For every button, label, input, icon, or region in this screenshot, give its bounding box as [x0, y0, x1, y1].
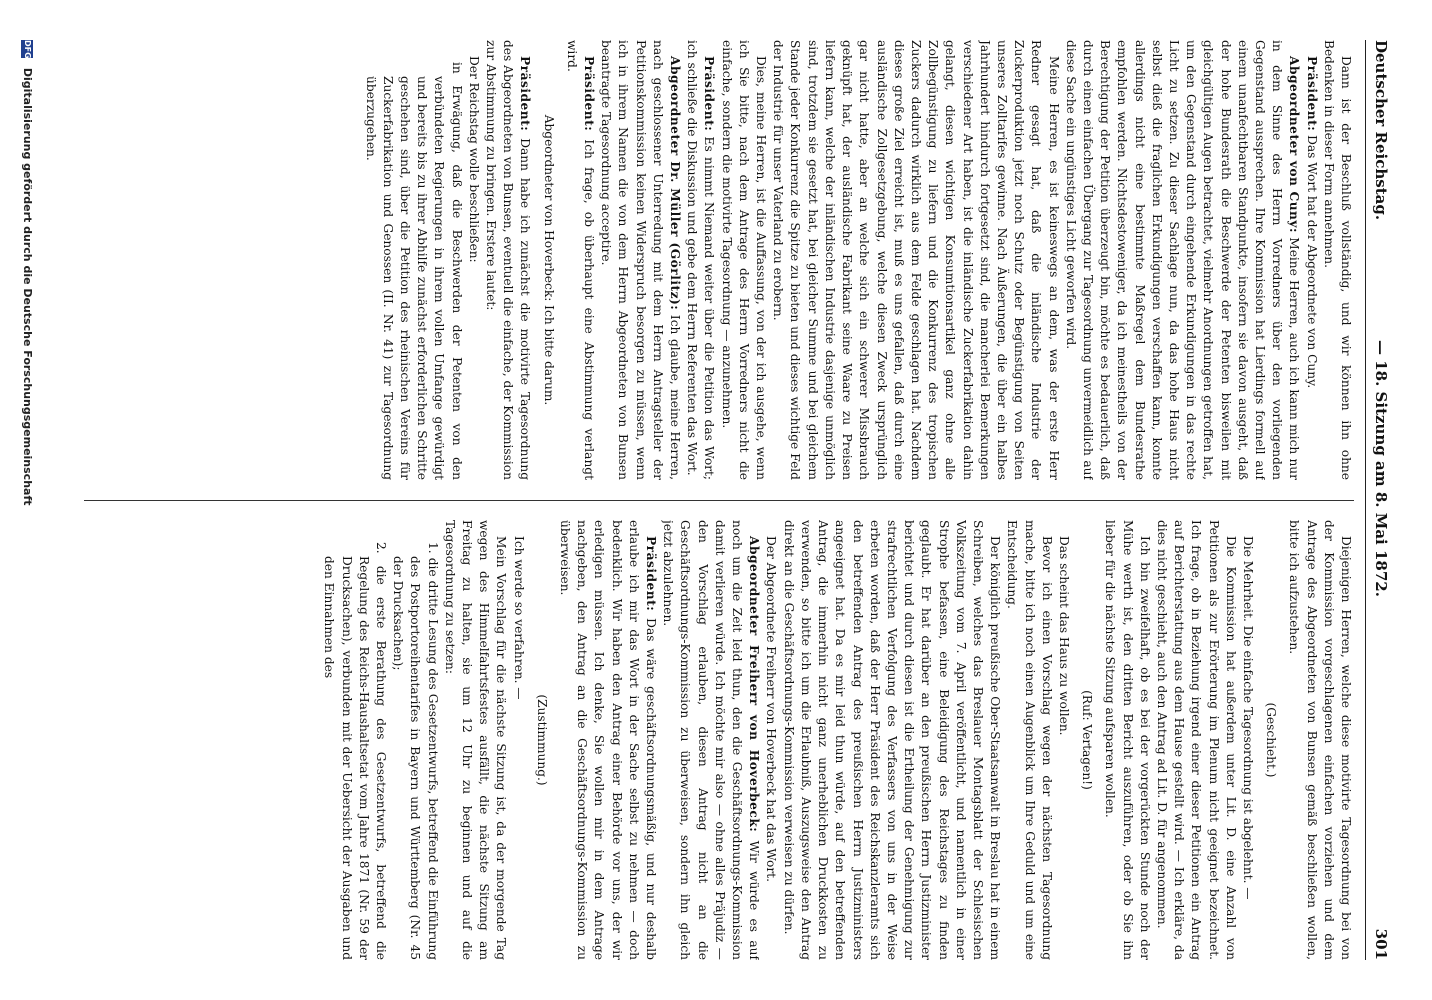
paragraph-text: (Ruf: Vertagen!): [1080, 690, 1095, 790]
paragraph-text: (Geschieht.): [1264, 702, 1279, 778]
page-header: [1365, 40, 1392, 960]
paragraph-text: Meine Herren, es ist keineswegs an dem, was der erste Herr Redner gesagt hat, daß die inländische Industrie der Zuckerproduktion jetzt noch Schutz oder Begünstigung von Seiten unseres Zolltarifes gewinne. Nach Äußerungen, die über ein halbes Jahrhundert hindurch fortgesetzt sind, die mancherlei Bemerkungen verschiedener Art haben, ist die inländische Zuckerfabrikation dahin gelangt, diesen wichtigen Konsumtionsartikel ganz ohne alle Zollbegünstigung zu liefern und die Konkurrenz des tropischen Zuckers dadurch wirklich aus dem Felde geschlagen hat. Nachdem dieses große Ziel erreicht ist, muß es uns gefallen, daß durch eine ausländische Zollgesetzgebung, welche diesen Zweck ursprünglich gar nicht hatte, aber an welche sich ein schwerer Missbrauch geknüpft hat, der ausländische Fabrikant seine Waare zu Preisen liefern kann, welche der inländischen Industrie dasjenige unmöglich sind, trotzdem sie gesetzt hat, bei gleicher Summe und bei gleichem Stande jeder Konkurrenz die Spitze zu bieten und dieses wichtige Feld der Industrie für unser Vaterland zu erobern.: [771, 40, 1061, 480]
paragraph-text: Der Abgeordnete Freiherr von Hoverbeck hat das Wort.: [764, 536, 779, 882]
paragraph-text: Dann ist der Beschluß vollständig, und wir können ihn ohne Bedenken in dieser Form annehmen.: [1321, 40, 1353, 480]
speaker-name: Abgeordneter von Cuny:: [1287, 56, 1302, 233]
publication-title: Deutscher Reichstag.: [1372, 40, 1390, 221]
paragraph-text: Der Reichstag wolle beschließen:: [466, 56, 481, 263]
paragraph-text: Bevor ich einen Vorschlag wegen der nächsten Tagesordnung mache, bitte ich noch einen Augenblick um Ihre Geduld und um eine Entscheidung.: [1005, 520, 1054, 960]
paragraph: [1062, 40, 1303, 480]
paragraph: [683, 40, 717, 480]
paragraph-text: (Zustimmung.): [534, 694, 549, 786]
paragraph: [1003, 520, 1055, 960]
paragraph: [1101, 520, 1153, 960]
paragraph-text: Es nimmt Niemand weiter über die Petition das Wort; ich schließe die Diskussion und gebe dem Herrn Referenten das Wort.: [685, 40, 717, 480]
paragraph-text: in Erwägung, daß die Beschwerden der Petenten von den verbündeten Regierungen in ihrem vollen Umfange gewürdigt und bereits bis zu ihrer Abhilfe zunächst erforderlichen Schritte geschehen sind, über die Petition des rheinischen Vereins für Zuckerfabrikation und Genossen (II. Nr. 41) zur Tagesordnung überzugehen.: [363, 62, 464, 480]
paragraph-text: 1. die dritte Lesung des Gesetzentwurfs, betreffend die Einführung des Postportoreihentarifes in Bayern und Württemberg (Nr. 45 der Drucksachen);: [391, 542, 440, 960]
paragraph: [539, 40, 556, 480]
paragraph: [659, 520, 762, 960]
paragraph: [465, 40, 482, 480]
paragraph: [1055, 520, 1072, 960]
paragraph-text: Dann habe ich zunächst die motivirte Tagesordnung des Abgeordneten von Bunsen, eventuell die einfache, der Kommission zur Abstimmung zu bringen. Erstere lautet:: [484, 40, 533, 480]
paragraph: [1302, 40, 1319, 480]
paragraph-text: Die Mehrheit. Die einfache Tagesordnung ist abgelehnt. —: [1240, 536, 1255, 900]
paragraph: [361, 40, 464, 480]
paragraph: [769, 40, 1061, 480]
paragraph-text: Ich frage, ob überhaupt eine Abstimmung verlangt wird.: [564, 40, 597, 480]
paragraph: [1285, 520, 1354, 960]
paragraph-text: Diejenigen Herren, welche diese motivirte Tagesordnung bei von der Kommission vorgeschlagenen einfachen vorziehen und dem Antrage des Abgeordneten von Bunsen gemäß beschließen wollen, bitte ich aufzustehen.: [1287, 520, 1353, 960]
paragraph: [717, 40, 769, 480]
paragraph: [533, 520, 550, 960]
paragraph: [1320, 40, 1354, 480]
paragraph: [780, 520, 1004, 960]
speaker-name: Abgeordneter Dr. Müller (Görlitz):: [668, 56, 683, 311]
paragraph: [441, 520, 510, 960]
paragraph: [563, 40, 597, 480]
paragraph: [1078, 520, 1095, 960]
speaker-name: Präsident:: [518, 56, 533, 132]
paragraph: [509, 520, 526, 960]
paragraph: [320, 520, 389, 960]
paragraph: [389, 520, 441, 960]
paragraph: [556, 520, 659, 960]
paragraph-text: Ich bin zweifelhaft, ob es bei der vorgerückten Stunde noch der Mühe werth ist, den dritten Bericht auszuführen, oder ob Sie ihn lieber für die nächste Sitzung aufsparen wollen.: [1103, 520, 1152, 960]
paragraph: [1239, 520, 1256, 960]
paragraph-text: Ich werde so verfahren. —: [511, 536, 526, 700]
column-divider: [84, 500, 1354, 501]
paragraph-text: Das wäre geschäftsordnungsmäßig, und nur deshalb erlaube ich mir das Wort in der Sache selbst zu nehmen — doch bedenklich. Wir haben den Antrag einer Behörde vor uns, der wir erledigen müssen. Ich denke, Sie wollen mir in dem Antrage nachgeben, den Antrag an die Geschäftsordnungs-Kommission zu überweisen.: [558, 520, 659, 960]
speaker-name: Präsident:: [1304, 56, 1319, 132]
dfg-logo-icon: DFG: [23, 40, 32, 59]
paragraph: [1153, 520, 1239, 960]
speaker-name: Präsident:: [702, 56, 717, 132]
paragraph-text: Die Kommission hat außerdem unter Lit. D. eine Anzahl von Petitionen als zur Erörterung im Plenum nicht geeignet bezeichnet. Ich frage, ob in Beziehung irgend einer dieser Petitionen ein Antrag auf Berichterstattung aus dem Hause gestellt wird. — Ich erkläre, da dies nicht geschieht, auch den Antrag ad Lit. D. für angenommen.: [1154, 520, 1238, 960]
paragraph-text: Das Wort hat der Abgeordnete von Cuny.: [1304, 131, 1319, 389]
page-number: 301: [1372, 928, 1390, 960]
paragraph: [1262, 520, 1279, 960]
paragraph-text: Wir würde es auf noch um die Zeit leid thun, den die Geschäftsordnungs-Kommission damit verlieren würde. Ich möchte mir also — ohne alles Präjudiz — den Vorschlag erlauben, diesen Antrag nicht an die Geschäftsordnungs-Kommission zu überweisen, sondern ihn gleich jetzt abzulehnen.: [661, 520, 762, 960]
paragraph: [762, 520, 779, 960]
paragraph: [482, 40, 534, 480]
speaker-name: Präsident:: [644, 536, 659, 612]
page-footer: [14, 40, 34, 960]
paragraph-text: Dies, meine Herren, ist die Auffassung, von der ich ausgehe, wenn ich Sie bitte, nach dem Antrage des Herrn Vorredners nicht die einfache, sondern die motivirte Tagesordnung — anzunehmen.: [719, 40, 769, 480]
digitization-credit: Digitalisierung gefördert durch die Deutsche Forschungsgemeinschaft: [21, 67, 34, 506]
speaker-name: Abgeordneter Freiherr von Hoverbeck:: [747, 536, 762, 833]
paragraph-text: Ich glaube, meine Herren, nach geschlossener Unterredung mit dem Herrn Antragsteller der Petitionskommission keinen Widerspruch besorgen zu müssen, wenn ich in ihrem Namen die von dem Herrn Abgeordneten von Bunsen beantragte Tagesordnung acceptire.: [599, 40, 683, 480]
speaker-name: Präsident:: [582, 56, 597, 132]
paragraph-text: Das scheint das Haus zu wollen.: [1056, 536, 1071, 736]
session-title: — 18. Sitzung am 8. Mai 1872.: [1372, 340, 1390, 597]
left-column: [84, 40, 1354, 480]
paragraph: [597, 40, 683, 480]
paragraph-text: Abgeordneter von Hoverbeck: Ich bitte darum.: [541, 114, 556, 406]
paragraph-text: Meine Herren, auch ich kann mich nur in dem Sinne des Herrn Vorredners über den vorliegenden Gegenstand aussprechen. Ihre Kommission hat Lierdings formell auf einem unanfechtbaren Standpunkte, insofern sie davon ausgeht, daß der hohe Bundesrath die Beschwerde der Petenten bisweilen mit gleichgültigen Augen betrachtet, vielmehr Anordnungen getroffen hat, um den Gegenstand durch eingehende Erkundigungen in das rechte Licht zu setzen. Zu dieser Sachlage nun, da das hohe Haus nicht selbst dieß die fraglichen Erkundigungen verschaffen kann, konnte allerdings nicht eine bestimmte Maßregel dem Bundesrathe empfohlen werden. Nichtsdestoweniger, da ich meinestheils von der Berechtigung der Petition überzeugt bin, möchte es bedauerlich, daß durch einen einfachen Übergang zur Tagesordnung unvermeidlich auf diese Sache ein ungünstiges Licht geworfen wird.: [1063, 40, 1302, 480]
right-column: [84, 520, 1354, 960]
paragraph-text: 2. die erste Berathung des Gesetzentwurfs, betreffend die Regelung des Reichs-Haushaltsetat vom Jahre 1871 (Nr. 59 der Drucksachen), verbunden mit der Uebersicht der Ausgaben und den Einnahmen des: [322, 542, 389, 960]
paragraph-text: Mein Vorschlag für die nächste Sitzung ist, da der morgende Tag wegen des Himmelfahrtsfestes ausfällt, die nächste Sitzung am Freitag zu halten, sie um 12 Uhr zu beginnen und auf die Tagesordnung zu setzen:: [442, 520, 509, 960]
paragraph-text: Der königlich preußische Ober-Staatsanwalt in Breslau hat in einem Schreiben, welches das Breslauer Montagsblatt der Schlesischen Volkszeitung vom 7. April veröffentlicht, und namentlich in einer Strophe befassen, eine Beleidigung des Reichstages zu finden geglaubt. Er hat darüber an den preußischen Herrn Justizminister berichtet und durch diesen ist die Ertheilung der Genehmigung zur strafrechtlichen Verfolgung des Verfassers von uns in der Weise erbeten worden, daß der Herr Präsident des Reichskanzleramts sich den betreffenden Antrag des preußischen Herrn Justizministers angeeignet hat. Da es mir leid thun würde, auf den betreffenden Antrag, die immerhin nicht ganz unerheblichen Druckkosten zu verwenden, so bitte ich um die Erlaubniß, Auszugsweise den Antrag direkt an die Geschäftsordnungs-Kommission verweisen zu dürfen.: [781, 520, 1003, 960]
